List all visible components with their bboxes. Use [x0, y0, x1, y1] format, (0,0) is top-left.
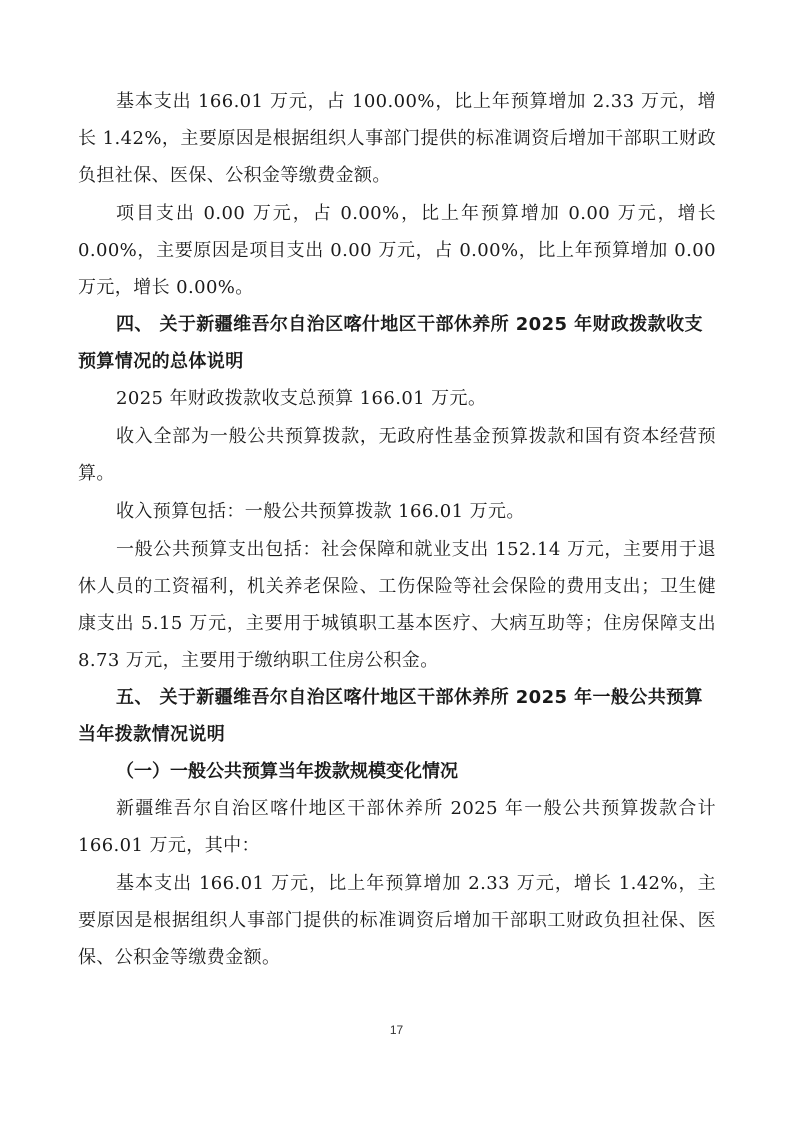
section-5-paragraph-total: 新疆维吾尔自治区喀什地区干部休养所 2025 年一般公共预算拨款合计 166.01 万元，其中： — [78, 798, 716, 856]
section-4-paragraph-income-budget: 收入预算包括：一般公共预算拨款 166.01 万元。 — [116, 501, 525, 522]
section-4-heading: 四、 关于新疆维吾尔自治区喀什地区干部休养所 2025 年财政拨款收支预算情况的总体说明 — [78, 314, 703, 372]
paragraph-project-expenditure: 项目支出 0.00 万元，占 0.00%，比上年预算增加 0.00 万元，增长 0.00%，主要原因是项目支出 0.00 万元，占 0.00%，比上年预算增加 0.00 万元，增长 0.00%。 — [78, 203, 716, 298]
document-page — [78, 83, 716, 976]
section-5-paragraph-basic: 基本支出 166.01 万元，比上年预算增加 2.33 万元，增长 1.42%，主要原因是根据组织人事部门提供的标准调资后增加干部职工财政负担社保、医保、公积金等缴费金额。 — [78, 873, 716, 968]
section-5-heading: 五、 关于新疆维吾尔自治区喀什地区干部休养所 2025 年一般公共预算当年拨款情况说明 — [78, 687, 703, 745]
section-4-paragraph-total: 2025 年财政拨款收支总预算 166.01 万元。 — [116, 388, 487, 409]
paragraph-basic-expenditure: 基本支出 166.01 万元，占 100.00%，比上年预算增加 2.33 万元，增长 1.42%，主要原因是根据组织人事部门提供的标准调资后增加干部职工财政负担社保、医保、公积金等缴费金额。 — [78, 91, 716, 186]
section-5-subheading: （一）一般公共预算当年拨款规模变化情况 — [116, 761, 458, 782]
section-4-paragraph-expenditure: 一般公共预算支出包括：社会保障和就业支出 152.14 万元，主要用于退休人员的工资福利，机关养老保险、工伤保险等社会保险的费用支出；卫生健康支出 5.15 万元，主要用于城镇职工基本医疗、大病互助等；住房保障支出 8.73 万元，主要用于缴纳职工住房公积金。 — [78, 539, 716, 671]
page-number: 17 — [389, 1023, 404, 1037]
section-4-paragraph-income: 收入全部为一般公共预算拨款，无政府性基金预算拨款和国有资本经营预算。 — [78, 426, 716, 484]
